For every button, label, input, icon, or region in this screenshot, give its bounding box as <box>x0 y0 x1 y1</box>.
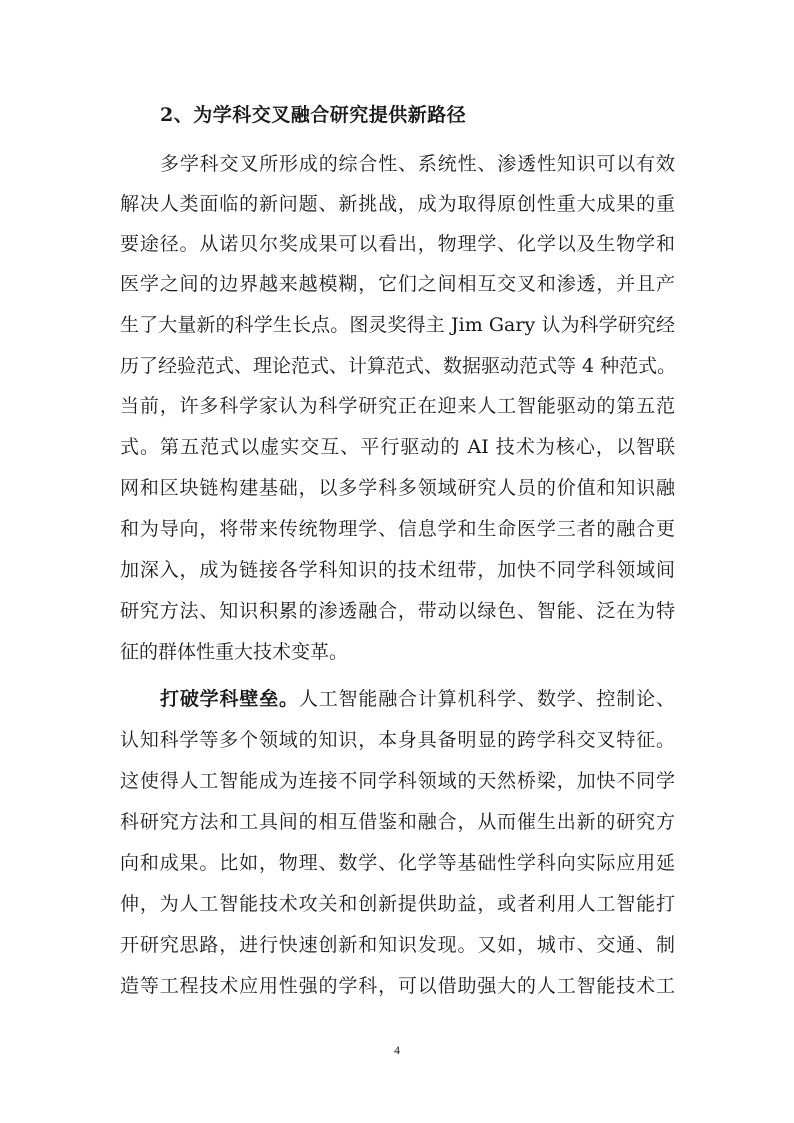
paragraph-line: 和为导向，将带来传统物理学、信息学和生命医学三者的融合更 <box>120 518 675 540</box>
paragraph-line <box>160 684 675 711</box>
paragraph-line: 历了经验范式、理论范式、计算范式、数据驱动范式等 4 种范式。 <box>120 355 677 377</box>
paragraph-line: 造等工程技术应用性强的学科，可以借助强大的人工智能技术工 <box>120 975 675 997</box>
paragraph-line: 式。第五范式以虚实交互、平行驱动的 AI 技术为核心，以智联 <box>120 436 675 458</box>
paragraph-line-text: 人工智能融合计算机科学、数学、控制论、 <box>298 688 675 710</box>
paragraph-line: 伸，为人工智能技术攻关和创新提供助益，或者利用人工智能打 <box>120 893 675 915</box>
paragraph-line: 医学之间的边界越来越模糊，它们之间相互交叉和渗透，并且产 <box>120 273 675 295</box>
paragraph-line: 多学科交叉所形成的综合性、系统性、渗透性知识可以有效 <box>160 153 675 175</box>
section-heading: 2、为学科交叉融合研究提供新路径 <box>160 104 467 126</box>
paragraph-line: 生了大量新的科学生长点。图灵奖得主 Jim Gary 认为科学研究经 <box>120 314 675 336</box>
paragraph-line: 向和成果。比如，物理、数学、化学等基础性学科向实际应用延 <box>120 852 675 874</box>
page-number: 4 <box>394 1043 400 1057</box>
paragraph-line: 认知科学等多个领域的知识，本身具备明显的跨学科交叉特征。 <box>120 729 675 751</box>
paragraph-line: 加深入，成为链接各学科知识的技术纽带，加快不同学科领域间 <box>120 559 675 581</box>
paragraph-line: 要途径。从诺贝尔奖成果可以看出，物理学、化学以及生物学和 <box>120 233 675 255</box>
paragraph-line: 征的群体性重大技术变革。 <box>120 641 349 663</box>
paragraph-line: 这使得人工智能成为连接不同学科领域的天然桥梁，加快不同学 <box>120 770 675 792</box>
paragraph-line: 当前，许多科学家认为科学研究正在迎来人工智能驱动的第五范 <box>120 395 675 417</box>
paragraph-line: 科研究方法和工具间的相互借鉴和融合，从而催生出新的研究方 <box>120 811 675 833</box>
paragraph-line: 研究方法、知识积累的渗透融合，带动以绿色、智能、泛在为特 <box>120 600 675 622</box>
paragraph-line: 开研究思路，进行快速创新和知识发现。又如，城市、交通、制 <box>120 934 675 956</box>
paragraph-line: 网和区块链构建基础，以多学科多领域研究人员的价值和知识融 <box>120 477 675 499</box>
paragraph-lead: 打破学科壁垒。 <box>160 688 299 710</box>
paragraph-line: 解决人类面临的新问题、新挑战，成为取得原创性重大成果的重 <box>120 193 675 215</box>
